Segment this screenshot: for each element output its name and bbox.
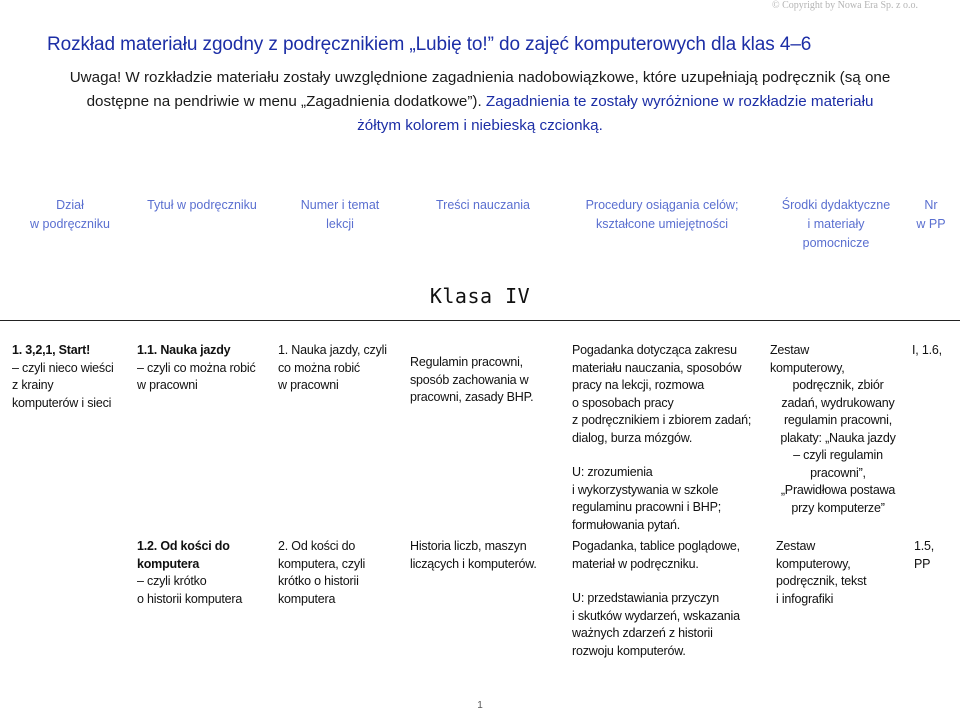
row1-numer-line: co można robić [278, 360, 360, 375]
row2-tytul-line: o historii komputera [137, 591, 243, 606]
row1-srodki-line: przy komputerze” [791, 500, 885, 515]
row1-srodki-line: plakaty: „Nauka jazdy [780, 430, 896, 445]
row1-procedury-line: materiału nauczania, sposobów [572, 360, 742, 375]
header-dzial [14, 196, 126, 234]
row1-dzial-line: z krainy [12, 378, 54, 392]
row1-tytul [137, 342, 272, 395]
table-header [0, 196, 960, 266]
row2-srodki-line: podręcznik, tekst [776, 574, 867, 588]
row2-tytul-line: – czyli krótko [137, 574, 207, 588]
header-srodki-line: Środki dydaktyczne [781, 198, 891, 212]
row2-procedury-line: i skutków wydarzeń, wskazania [572, 608, 740, 623]
header-procedury-line: Procedury osiągania celów; [585, 198, 739, 212]
row1-nr [912, 342, 958, 360]
row1-srodki-line: Zestaw [770, 343, 810, 357]
row2-tresci-line: Historia liczb, maszyn [410, 539, 527, 553]
note-line-2a: dostępne na pendriwie w menu „Zagadnienia dodatkowe”). [86, 93, 482, 110]
header-srodki [768, 196, 904, 253]
row2-tytul-title: komputera [137, 556, 200, 571]
row1-dzial-line: – czyli nieco wieści [12, 360, 114, 375]
row2-tytul-title: 1.2. Od kości do [137, 539, 230, 553]
header-procedury [562, 196, 762, 234]
row2-numer-line: 2. Od kości do [278, 539, 356, 553]
row2-procedury-line: materiał w podręczniku. [572, 556, 699, 571]
row1-tresci-line: Regulamin pracowni, [410, 355, 523, 369]
row1-tytul-title: 1.1. Nauka jazdy [137, 343, 231, 357]
row1-nr-line: I, 1.6, [912, 343, 942, 357]
row2-srodki-line: i infografiki [776, 591, 834, 606]
row1-srodki-line: pracowni”, [810, 465, 866, 480]
header-srodki-line: pomocnicze [802, 236, 870, 250]
row2-nr-line: 1.5, [914, 539, 935, 553]
row1-srodki-line: podręcznik, zbiór [792, 378, 884, 392]
row2-tytul [137, 538, 272, 608]
row1-tresci-line: sposób zachowania w [410, 372, 529, 387]
row2-procedury [572, 538, 768, 660]
row2-numer-line: krótko o historii [278, 574, 359, 588]
row2-numer-line: komputera, czyli [278, 556, 366, 571]
row1-tresci-line: pracowni, zasady BHP. [410, 390, 534, 404]
header-tytul-line: Tytuł w podręczniku [147, 198, 257, 212]
header-numer [280, 196, 400, 234]
note-line-3: żółtym kolorem i niebieską czcionką. [357, 117, 603, 134]
row1-procedury-line: dialog, burza mózgów. [572, 430, 693, 445]
header-srodki-line: i materiały [807, 217, 865, 231]
copyright-notice: © Copyright by Nowa Era Sp. z o.o. [772, 0, 918, 11]
spacer [572, 573, 768, 590]
header-tresci [408, 196, 558, 215]
row1-srodki-line: – czyli regulamin [793, 448, 883, 462]
note-line-2 [40, 90, 920, 114]
header-nr-line: w PP [916, 217, 946, 231]
row2-numer [278, 538, 406, 608]
header-numer-line: lekcji [326, 217, 354, 231]
row2-procedury-line: Pogadanka, tablice poglądowe, [572, 539, 740, 553]
note-paragraph [40, 66, 920, 138]
header-dzial-line: Dział [56, 198, 84, 212]
row1-numer-line: 1. Nauka jazdy, czyli [278, 343, 387, 357]
page-number: 1 [477, 700, 483, 711]
row1-srodki-line: regulamin pracowni, [783, 413, 893, 427]
row1-srodki-line: zadań, wydrukowany [781, 395, 895, 410]
note-line-2b: Zagadnienia te zostały wyróżnione w rozkładzie materiału [481, 93, 874, 110]
row1-srodki [770, 342, 906, 517]
row1-procedury-line: pracy na lekcji, rozmowa [572, 378, 705, 392]
row1-tresci [410, 354, 562, 407]
row2-procedury-line: rozwoju komputerów. [572, 643, 686, 658]
header-procedury-line: kształcone umiejętności [595, 217, 728, 231]
row2-numer-line: komputera [278, 591, 336, 606]
row1-numer-line: w pracowni [278, 378, 339, 392]
row2-tresci [410, 538, 566, 573]
row2-procedury-line: U: przedstawiania przyczyn [572, 591, 719, 605]
row1-dzial [12, 342, 130, 412]
row1-procedury-line: z podręcznikiem i zbiorem zadań; [572, 413, 752, 427]
header-numer-line: Numer i temat [300, 198, 380, 212]
row1-tytul-line: w pracowni [137, 378, 198, 392]
header-dzial-line: w podręczniku [30, 217, 110, 231]
row1-procedury-line: o sposobach pracy [572, 395, 674, 410]
row1-srodki-line: „Prawidłowa postawa [780, 483, 896, 497]
row1-procedury-line: i wykorzystywania w szkole [572, 482, 719, 497]
row1-procedury [572, 342, 768, 534]
row1-srodki-line: komputerowy, [770, 360, 845, 375]
row1-procedury-line: U: zrozumienia [572, 465, 653, 479]
row2-procedury-line: ważnych zdarzeń z historii [572, 626, 713, 640]
row1-numer [278, 342, 406, 395]
row2-nr-line: PP [914, 556, 931, 571]
row1-procedury-line: Pogadanka dotycząca zakresu [572, 343, 737, 357]
header-nr [906, 196, 956, 234]
row2-srodki-line: komputerowy, [776, 556, 851, 571]
spacer [572, 447, 768, 464]
header-tresci-line: Treści nauczania [435, 198, 531, 212]
row2-tresci-line: liczących i komputerów. [410, 556, 537, 571]
row2-srodki [776, 538, 906, 608]
row2-srodki-line: Zestaw [776, 539, 816, 553]
page-title: Rozkład materiału zgodny z podręcznikiem „Lubię to!” do zajęć komputerowych dla klas 4–6 [47, 34, 812, 55]
row1-tytul-line: – czyli co można robić [137, 360, 256, 375]
row2-nr [914, 538, 958, 573]
note-line-1: Uwaga! W rozkładzie materiału zostały uwzględnione zagadnienia nadobowiązkowe, które uzupełniają podręcznik (są one [69, 69, 891, 86]
divider [0, 320, 960, 321]
row1-procedury-line: regulaminu pracowni i BHP; [572, 500, 722, 514]
header-nr-line: Nr [924, 198, 938, 212]
row1-dzial-title: 1. 3,2,1, Start! [12, 343, 91, 357]
header-tytul [134, 196, 270, 215]
row1-dzial-line: komputerów i sieci [12, 395, 112, 410]
row1-procedury-line: formułowania pytań. [572, 517, 681, 532]
class-heading: Klasa IV [429, 284, 531, 308]
